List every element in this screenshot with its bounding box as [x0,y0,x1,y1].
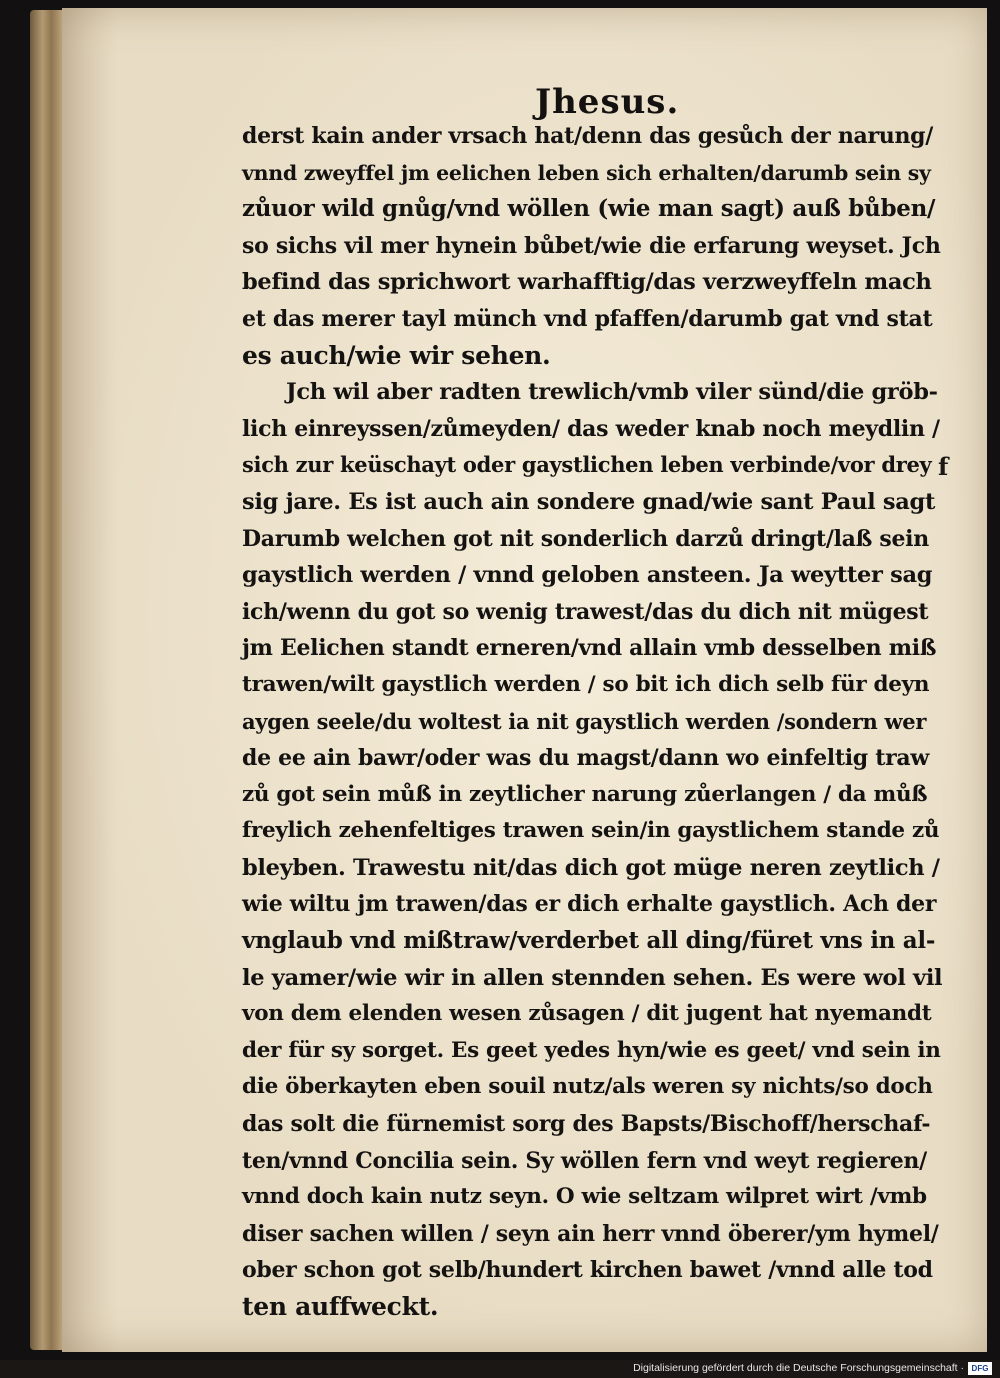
text-line: ober schon got selb/hundert kirchen bawet /vnnd alle tod [242,1257,933,1284]
text-line: gaystlich werden / vnnd geloben ansteen. Ja weytter sag [242,562,933,589]
text-line: ten/vnnd Concilia sein. Sy wöllen fern vnd weyt regieren/ [242,1147,927,1174]
dfg-logo: DFG [968,1362,992,1375]
text-line: vnnd doch kain nutz seyn. O wie seltzam wilpret wirt /vmb [242,1184,927,1210]
text-line: le yamer/wie wir in allen stennden sehen. Es were wol vil [242,964,943,991]
text-line: so sichs vil mer hynein bůbet/wie die erfarung weyset. Jch [242,232,941,259]
text-line: zůuor wild gnůg/vnd wöllen (wie man sagt) auß bůben/ [242,195,936,223]
text-line: et das merer tayl münch vnd pfaffen/darumb gat vnd stat [242,305,933,332]
book-page-edges [30,10,66,1350]
text-line: diser sachen willen / seyn ain herr vnnd öberer/ym hymel/ [242,1220,939,1247]
text-line: lich einreyssen/zůmeyden/ das weder knab noch meydlin / [242,415,940,442]
text-line: Jch wil aber radten trewlich/vmb viler sünd/die gröb- [286,379,938,406]
text-line: derst kain ander vrsach hat/denn das gesůch der narung/ [242,123,933,149]
text-line: es auch/wie wir sehen. [242,340,551,370]
text-line: freylich zehenfeltiges trawen sein/in gaystlichem stande zů [242,818,940,844]
text-line: jm Eelichen standt erneren/vnd allain vmb desselben miß [242,635,937,662]
text-line: vnglaub vnd mißtraw/verderbet all ding/füret vns in al- [242,927,936,955]
text-line: das solt die fürnemist sorg des Bapsts/Bischoff/herschaf- [242,1111,931,1138]
margin-mark: f [938,452,949,481]
text-line: vnnd zweyffel jm eelichen leben sich erhalten/darumb sein sy [242,160,931,185]
text-line: die öberkayten eben souil nutz/als weren sy nichts/so doch [242,1074,933,1100]
running-head: Jhesus. [535,82,680,122]
text-line: sich zur keüschayt oder gaystlichen leben verbinde/vor drey [242,452,932,478]
text-line: befind das sprichwort warhafftig/das verzweyffeln mach [242,269,932,296]
text-line: bleyben. Trawestu nit/das dich got müge neren zeytlich / [242,854,940,881]
digitization-credit: Digitalisierung gefördert durch die Deutsche Forschungsgemeinschaft · [633,1362,964,1374]
text-line: von dem elenden wesen zůsagen / dit jugent hat nyemandt [242,1001,932,1027]
text-line: aygen seele/du woltest ia nit gaystlich werden /sondern wer [242,708,927,734]
text-line: trawen/wilt gaystlich werden / so bit ich dich selb für deyn [242,671,930,697]
text-line: de ee ain bawr/oder was du magst/dann wo einfeltig traw [242,745,929,772]
text-line: der für sy sorget. Es geet yedes hyn/wie es geet/ vnd sein in [242,1037,941,1063]
text-line: zů got sein můß in zeytlicher narung zůerlangen / da můß [242,781,928,807]
text-line: ich/wenn du got so wenig trawest/das du dich nit mügest [242,598,929,625]
text-line: ten auffweckt. [242,1292,439,1321]
body-text [242,118,942,1326]
text-line: sig jare. Es ist auch ain sondere gnad/wie sant Paul sagt [242,488,936,515]
text-line: wie wiltu jm trawen/das er dich erhalte gaystlich. Ach der [242,891,937,918]
text-line: Darumb welchen got nit sonderlich darzů dringt/laß sein [242,525,929,552]
